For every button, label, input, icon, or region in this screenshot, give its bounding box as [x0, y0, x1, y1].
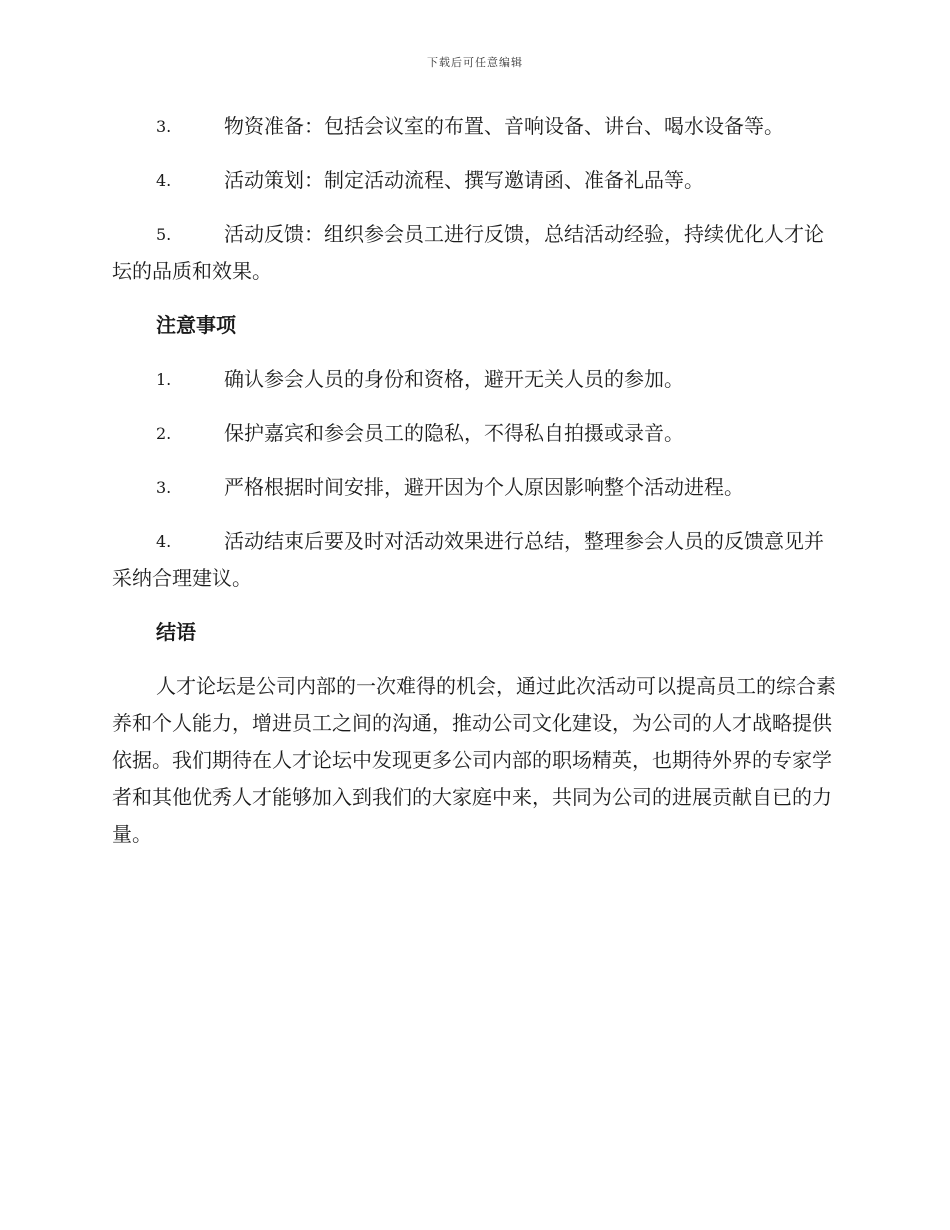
list-item-text: 确认参会人员的身份和资格，避开无关人员的参加。 — [224, 367, 684, 391]
conclusion-paragraph: 人才论坛是公司内部的一次难得的机会，通过此次活动可以提高员工的综合素养和个人能力，增进员工之间的沟通，推动公司文化建设，为公司的人才战略提供依据。我们期待在人才论坛中发现更多公司内部的职场精英，也期待外界的专家学者和其他优秀人才能够加入到我们的大家庭中来，共同为公司的进展贡献自已的力量。 — [112, 674, 836, 846]
section-heading-notes: 注意事项 — [156, 313, 236, 337]
document-body — [112, 108, 837, 853]
list-item-number: 3. — [156, 478, 172, 497]
list-item-number: 3. — [156, 117, 172, 136]
list-item-text: 保护嘉宾和参会员工的隐私，不得私自拍摄或录音。 — [224, 421, 684, 445]
list-item-number: 5. — [156, 225, 172, 244]
header-note: 下载后可任意编辑 — [427, 56, 523, 69]
section-heading-conclusion: 结语 — [156, 620, 196, 644]
list-item — [112, 162, 837, 199]
list-item — [112, 216, 837, 290]
list-item-text: 严格根据时间安排，避开因为个人原因影响整个活动进程。 — [224, 475, 744, 499]
list-item — [112, 523, 837, 597]
list-item-number: 4. — [156, 171, 172, 190]
list-item — [112, 469, 837, 506]
list-item-text: 活动策划：制定活动流程、撰写邀请函、准备礼品等。 — [224, 168, 704, 192]
list-item-text: 活动反馈：组织参会员工进行反馈，总结活动经验，持续优化人才论坛的品质和效果。 — [112, 222, 824, 283]
list-item-text: 物资准备：包括会议室的布置、音响设备、讲台、喝水设备等。 — [224, 114, 784, 138]
list-item — [112, 361, 837, 398]
list-item-number: 1. — [156, 370, 172, 389]
list-item — [112, 415, 837, 452]
list-item-text: 活动结束后要及时对活动效果进行总结，整理参会人员的反馈意见并采纳合理建议。 — [112, 529, 824, 590]
list-item-number: 2. — [156, 424, 172, 443]
list-item — [112, 108, 837, 145]
list-item-number: 4. — [156, 532, 172, 551]
